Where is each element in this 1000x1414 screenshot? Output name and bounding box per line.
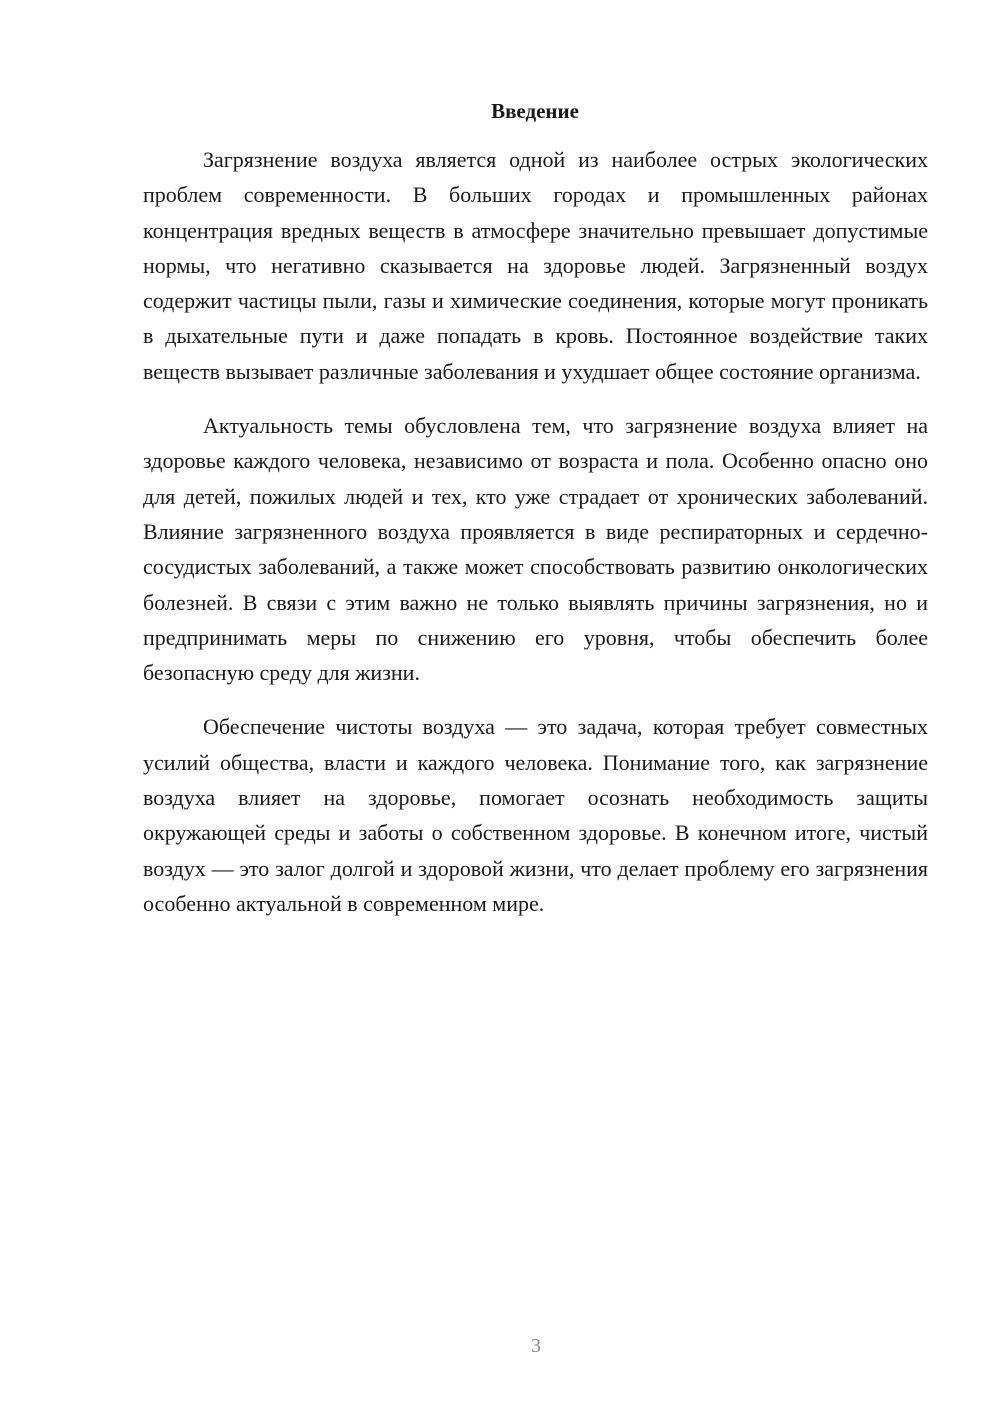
section-heading: Введение bbox=[491, 99, 579, 123]
page-number: 3 bbox=[531, 1335, 541, 1357]
paragraph-1: Загрязнение воздуха является одной из наиболее острых экологических проблем современности. В больших городах и промышленных районах концентрация вредных веществ в атмосфере значительно превышает допустимые нормы, что негативно сказывается на здоровье людей. Загрязненный воздух содержит частицы пыли, газы и химические соединения, которые могут проникать в дыхательные пути и даже попадать в кровь. Постоянное воздействие таких веществ вызывает различные заболевания и ухудшает общее состояние организма. bbox=[143, 147, 928, 384]
paragraph-2: Актуальность темы обусловлена тем, что загрязнение воздуха влияет на здоровье каждого человека, независимо от возраста и пола. Особенно опасно оно для детей, пожилых людей и тех, кто уже страдает от хронических заболеваний. Влияние загрязненного воздуха проявляется в виде респираторных и сердечно-сосудистых заболеваний, а также может способствовать развитию онкологических болезней. В связи с этим важно не только выявлять причины загрязнения, но и предпринимать меры по снижению его уровня, чтобы обеспечить более безопасную среду для жизни. bbox=[143, 413, 928, 686]
body-text bbox=[143, 142, 928, 921]
paragraph-3: Обеспечение чистоты воздуха — это задача, которая требует совместных усилий общества, власти и каждого человека. Понимание того, как загрязнение воздуха влияет на здоровье, помогает осознать необходимость защиты окружающей среды и заботы о собственном здоровье. В конечном итоге, чистый воздух — это залог долгой и здоровой жизни, что делает проблему его загрязнения особенно актуальной в современном мире. bbox=[143, 714, 928, 916]
